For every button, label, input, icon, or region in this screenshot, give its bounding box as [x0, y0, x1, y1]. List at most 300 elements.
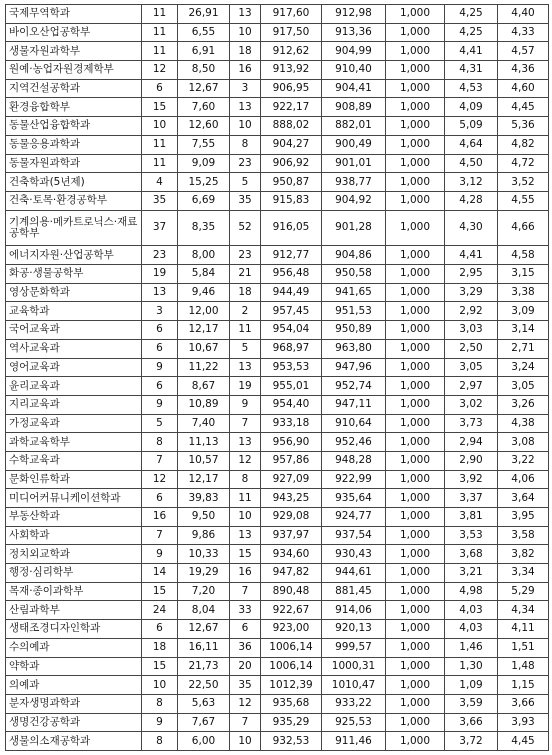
- value-cell: 917,50: [261, 23, 322, 42]
- value-cell: 16,11: [178, 638, 230, 657]
- value-cell: 8: [142, 433, 178, 452]
- value-cell: 10: [230, 23, 261, 42]
- value-cell: 938,77: [322, 173, 386, 192]
- table-row: [6, 601, 549, 620]
- table-row: [6, 339, 549, 358]
- value-cell: 1,000: [386, 5, 445, 24]
- table-row: [6, 210, 549, 246]
- value-cell: 4,31: [445, 61, 498, 80]
- value-cell: 3,05: [498, 377, 549, 396]
- value-cell: 18: [230, 283, 261, 302]
- value-cell: 922,67: [261, 601, 322, 620]
- value-cell: 6,00: [178, 732, 230, 751]
- table-row: [6, 79, 549, 98]
- value-cell: 3,22: [498, 451, 549, 470]
- value-cell: 3: [230, 79, 261, 98]
- value-cell: 6,91: [178, 42, 230, 61]
- value-cell: 1,000: [386, 601, 445, 620]
- value-cell: 7: [142, 451, 178, 470]
- value-cell: 15: [142, 657, 178, 676]
- value-cell: 3,38: [498, 283, 549, 302]
- value-cell: 3,12: [445, 173, 498, 192]
- value-cell: 35: [230, 676, 261, 695]
- value-cell: 951,53: [322, 302, 386, 321]
- value-cell: 950,58: [322, 265, 386, 284]
- value-cell: 4,25: [445, 23, 498, 42]
- value-cell: 1012,39: [261, 676, 322, 695]
- department-name-cell: 화공·생물공학부: [6, 265, 142, 284]
- department-name-cell: 동물산업융합학과: [6, 117, 142, 136]
- value-cell: 1,000: [386, 79, 445, 98]
- value-cell: 1,000: [386, 246, 445, 265]
- value-cell: 4,11: [498, 620, 549, 639]
- value-cell: 3,09: [498, 302, 549, 321]
- department-name-cell: 생명건강공학과: [6, 713, 142, 732]
- value-cell: 11: [142, 23, 178, 42]
- department-name-cell: 사회학과: [6, 526, 142, 545]
- value-cell: 950,89: [322, 321, 386, 340]
- value-cell: 3,37: [445, 489, 498, 508]
- value-cell: 12,17: [178, 470, 230, 489]
- table-row: [6, 377, 549, 396]
- department-name-cell: 부동산학과: [6, 508, 142, 527]
- value-cell: 4,33: [498, 23, 549, 42]
- value-cell: 927,09: [261, 470, 322, 489]
- value-cell: 1,000: [386, 545, 445, 564]
- value-cell: 956,90: [261, 433, 322, 452]
- value-cell: 1,000: [386, 173, 445, 192]
- value-cell: 3,73: [445, 414, 498, 433]
- value-cell: 908,89: [322, 98, 386, 117]
- value-cell: 9,50: [178, 508, 230, 527]
- table-row: [6, 23, 549, 42]
- value-cell: 11: [142, 42, 178, 61]
- value-cell: 957,86: [261, 451, 322, 470]
- value-cell: 8,35: [178, 210, 230, 246]
- value-cell: 7: [142, 526, 178, 545]
- value-cell: 1,51: [498, 638, 549, 657]
- table-row: [6, 582, 549, 601]
- table-row: [6, 414, 549, 433]
- value-cell: 929,08: [261, 508, 322, 527]
- value-cell: 3,95: [498, 508, 549, 527]
- value-cell: 915,83: [261, 191, 322, 210]
- value-cell: 912,98: [322, 5, 386, 24]
- value-cell: 16: [230, 564, 261, 583]
- value-cell: 8: [142, 694, 178, 713]
- table-row: [6, 283, 549, 302]
- value-cell: 15,25: [178, 173, 230, 192]
- value-cell: 12: [142, 61, 178, 80]
- value-cell: 11: [230, 321, 261, 340]
- value-cell: 19: [142, 265, 178, 284]
- value-cell: 6: [142, 79, 178, 98]
- value-cell: 18: [230, 42, 261, 61]
- value-cell: 954,04: [261, 321, 322, 340]
- value-cell: 1,46: [445, 638, 498, 657]
- value-cell: 7: [230, 414, 261, 433]
- table-row: [6, 302, 549, 321]
- value-cell: 1,000: [386, 339, 445, 358]
- value-cell: 3,68: [445, 545, 498, 564]
- department-name-cell: 지리교육과: [6, 395, 142, 414]
- value-cell: 3,03: [445, 321, 498, 340]
- table-row: [6, 321, 549, 340]
- value-cell: 1,000: [386, 283, 445, 302]
- department-name-cell: 국제무역학과: [6, 5, 142, 24]
- value-cell: 10,67: [178, 339, 230, 358]
- value-cell: 1,000: [386, 694, 445, 713]
- value-cell: 8: [230, 135, 261, 154]
- value-cell: 23: [230, 154, 261, 173]
- department-name-cell: 원예·농업자원경제학부: [6, 61, 142, 80]
- value-cell: 3,66: [498, 694, 549, 713]
- value-cell: 935,29: [261, 713, 322, 732]
- value-cell: 937,54: [322, 526, 386, 545]
- value-cell: 968,97: [261, 339, 322, 358]
- value-cell: 33: [230, 601, 261, 620]
- value-cell: 15: [230, 545, 261, 564]
- department-name-cell: 기계의용·메카트로닉스·재료공학부: [6, 210, 142, 246]
- value-cell: 35: [142, 191, 178, 210]
- value-cell: 1,000: [386, 117, 445, 136]
- value-cell: 3,58: [498, 526, 549, 545]
- value-cell: 2,92: [445, 302, 498, 321]
- value-cell: 19: [230, 377, 261, 396]
- department-name-cell: 행정·심리학부: [6, 564, 142, 583]
- value-cell: 950,87: [261, 173, 322, 192]
- value-cell: 904,86: [322, 246, 386, 265]
- value-cell: 1,000: [386, 732, 445, 751]
- value-cell: 8,50: [178, 61, 230, 80]
- value-cell: 7,20: [178, 582, 230, 601]
- value-cell: 922,99: [322, 470, 386, 489]
- value-cell: 1,000: [386, 191, 445, 210]
- value-cell: 8: [142, 732, 178, 751]
- value-cell: 6,55: [178, 23, 230, 42]
- table-row: [6, 395, 549, 414]
- value-cell: 3,21: [445, 564, 498, 583]
- value-cell: 3,52: [498, 173, 549, 192]
- value-cell: 13: [230, 433, 261, 452]
- value-cell: 5,84: [178, 265, 230, 284]
- value-cell: 11: [142, 154, 178, 173]
- value-cell: 924,77: [322, 508, 386, 527]
- value-cell: 12,17: [178, 321, 230, 340]
- value-cell: 3,64: [498, 489, 549, 508]
- value-cell: 1,000: [386, 676, 445, 695]
- value-cell: 19,29: [178, 564, 230, 583]
- table-row: [6, 508, 549, 527]
- value-cell: 4,09: [445, 98, 498, 117]
- value-cell: 3,93: [498, 713, 549, 732]
- table-row: [6, 265, 549, 284]
- value-cell: 4,66: [498, 210, 549, 246]
- value-cell: 944,61: [322, 564, 386, 583]
- value-cell: 917,60: [261, 5, 322, 24]
- value-cell: 9,46: [178, 283, 230, 302]
- value-cell: 1,000: [386, 42, 445, 61]
- value-cell: 1,15: [498, 676, 549, 695]
- value-cell: 904,41: [322, 79, 386, 98]
- value-cell: 12,00: [178, 302, 230, 321]
- value-cell: 13: [142, 283, 178, 302]
- value-cell: 4,03: [445, 601, 498, 620]
- value-cell: 941,65: [322, 283, 386, 302]
- value-cell: 9: [230, 395, 261, 414]
- department-name-cell: 지역건설공학과: [6, 79, 142, 98]
- value-cell: 9,86: [178, 526, 230, 545]
- value-cell: 36: [230, 638, 261, 657]
- value-cell: 904,99: [322, 42, 386, 61]
- department-name-cell: 분자생명과학과: [6, 694, 142, 713]
- value-cell: 2,94: [445, 433, 498, 452]
- value-cell: 934,60: [261, 545, 322, 564]
- value-cell: 12,67: [178, 620, 230, 639]
- value-cell: 2,50: [445, 339, 498, 358]
- value-cell: 963,80: [322, 339, 386, 358]
- value-cell: 39,83: [178, 489, 230, 508]
- value-cell: 1006,14: [261, 657, 322, 676]
- value-cell: 15: [142, 582, 178, 601]
- value-cell: 12: [142, 470, 178, 489]
- value-cell: 7,55: [178, 135, 230, 154]
- department-name-cell: 영어교육과: [6, 358, 142, 377]
- value-cell: 13: [230, 526, 261, 545]
- department-name-cell: 건축학과(5년제): [6, 173, 142, 192]
- value-cell: 4,45: [498, 732, 549, 751]
- department-name-cell: 수의예과: [6, 638, 142, 657]
- department-name-cell: 교육학과: [6, 302, 142, 321]
- value-cell: 5: [142, 414, 178, 433]
- value-cell: 6: [142, 321, 178, 340]
- value-cell: 4,30: [445, 210, 498, 246]
- value-cell: 4,60: [498, 79, 549, 98]
- value-cell: 26,91: [178, 5, 230, 24]
- value-cell: 4,38: [498, 414, 549, 433]
- value-cell: 910,40: [322, 61, 386, 80]
- value-cell: 10,89: [178, 395, 230, 414]
- value-cell: 15: [142, 98, 178, 117]
- table-row: [6, 564, 549, 583]
- value-cell: 23: [230, 246, 261, 265]
- value-cell: 1,000: [386, 713, 445, 732]
- value-cell: 9: [142, 358, 178, 377]
- value-cell: 8,67: [178, 377, 230, 396]
- value-cell: 1,000: [386, 154, 445, 173]
- table-row: [6, 5, 549, 24]
- value-cell: 882,01: [322, 117, 386, 136]
- value-cell: 1,000: [386, 321, 445, 340]
- value-cell: 4,58: [498, 246, 549, 265]
- value-cell: 13: [230, 358, 261, 377]
- value-cell: 904,27: [261, 135, 322, 154]
- department-name-cell: 생물의소재공학과: [6, 732, 142, 751]
- value-cell: 948,28: [322, 451, 386, 470]
- value-cell: 11: [230, 489, 261, 508]
- value-cell: 1,000: [386, 564, 445, 583]
- value-cell: 7,40: [178, 414, 230, 433]
- value-cell: 10: [230, 508, 261, 527]
- value-cell: 6: [142, 377, 178, 396]
- table-row: [6, 61, 549, 80]
- department-name-cell: 동물자원과학과: [6, 154, 142, 173]
- admission-results-table: [5, 4, 549, 751]
- value-cell: 1,000: [386, 23, 445, 42]
- department-name-cell: 생물자원과학부: [6, 42, 142, 61]
- value-cell: 6: [142, 339, 178, 358]
- value-cell: 1,000: [386, 508, 445, 527]
- value-cell: 2: [230, 302, 261, 321]
- table-row: [6, 154, 549, 173]
- value-cell: 904,92: [322, 191, 386, 210]
- value-cell: 12,67: [178, 79, 230, 98]
- table-row: [6, 620, 549, 639]
- department-name-cell: 문화인류학과: [6, 470, 142, 489]
- value-cell: 22,50: [178, 676, 230, 695]
- value-cell: 2,95: [445, 265, 498, 284]
- table-body: [6, 5, 549, 751]
- value-cell: 4,57: [498, 42, 549, 61]
- value-cell: 6,69: [178, 191, 230, 210]
- value-cell: 947,82: [261, 564, 322, 583]
- value-cell: 4,50: [445, 154, 498, 173]
- value-cell: 21: [230, 265, 261, 284]
- value-cell: 2,90: [445, 451, 498, 470]
- value-cell: 4: [142, 173, 178, 192]
- value-cell: 6: [142, 620, 178, 639]
- department-name-cell: 목재·종이과학부: [6, 582, 142, 601]
- value-cell: 901,01: [322, 154, 386, 173]
- value-cell: 8: [230, 470, 261, 489]
- value-cell: 912,62: [261, 42, 322, 61]
- value-cell: 933,18: [261, 414, 322, 433]
- value-cell: 8,04: [178, 601, 230, 620]
- value-cell: 1,09: [445, 676, 498, 695]
- department-name-cell: 가정교육과: [6, 414, 142, 433]
- value-cell: 944,49: [261, 283, 322, 302]
- value-cell: 16: [142, 508, 178, 527]
- value-cell: 1,000: [386, 395, 445, 414]
- value-cell: 911,46: [322, 732, 386, 751]
- value-cell: 956,48: [261, 265, 322, 284]
- value-cell: 9,09: [178, 154, 230, 173]
- value-cell: 920,13: [322, 620, 386, 639]
- value-cell: 955,01: [261, 377, 322, 396]
- value-cell: 3,15: [498, 265, 549, 284]
- department-name-cell: 역사교육과: [6, 339, 142, 358]
- value-cell: 4,40: [498, 5, 549, 24]
- value-cell: 4,06: [498, 470, 549, 489]
- value-cell: 5: [230, 339, 261, 358]
- table-row: [6, 489, 549, 508]
- table-row: [6, 191, 549, 210]
- table-row: [6, 713, 549, 732]
- value-cell: 5,63: [178, 694, 230, 713]
- value-cell: 4,41: [445, 246, 498, 265]
- table-row: [6, 676, 549, 695]
- value-cell: 1,30: [445, 657, 498, 676]
- value-cell: 3,26: [498, 395, 549, 414]
- value-cell: 1006,14: [261, 638, 322, 657]
- value-cell: 9: [142, 395, 178, 414]
- value-cell: 1,000: [386, 526, 445, 545]
- value-cell: 3,29: [445, 283, 498, 302]
- value-cell: 1,000: [386, 433, 445, 452]
- department-name-cell: 산림과학부: [6, 601, 142, 620]
- department-name-cell: 건축·토목·환경공학부: [6, 191, 142, 210]
- value-cell: 10: [230, 732, 261, 751]
- value-cell: 3,72: [445, 732, 498, 751]
- value-cell: 1,000: [386, 61, 445, 80]
- value-cell: 10: [142, 117, 178, 136]
- value-cell: 5,29: [498, 582, 549, 601]
- value-cell: 3,82: [498, 545, 549, 564]
- value-cell: 18: [142, 638, 178, 657]
- value-cell: 3,81: [445, 508, 498, 527]
- value-cell: 913,92: [261, 61, 322, 80]
- department-name-cell: 미디어커뮤니케이션학과: [6, 489, 142, 508]
- value-cell: 3,05: [445, 358, 498, 377]
- value-cell: 952,46: [322, 433, 386, 452]
- table-row: [6, 732, 549, 751]
- value-cell: 11,13: [178, 433, 230, 452]
- value-cell: 3,08: [498, 433, 549, 452]
- value-cell: 9: [142, 545, 178, 564]
- value-cell: 12: [230, 451, 261, 470]
- department-name-cell: 정치외교학과: [6, 545, 142, 564]
- value-cell: 913,36: [322, 23, 386, 42]
- table-row: [6, 433, 549, 452]
- value-cell: 12,60: [178, 117, 230, 136]
- department-name-cell: 영상문화학과: [6, 283, 142, 302]
- value-cell: 4,34: [498, 601, 549, 620]
- department-name-cell: 수학교육과: [6, 451, 142, 470]
- department-name-cell: 의예과: [6, 676, 142, 695]
- value-cell: 35: [230, 191, 261, 210]
- value-cell: 21,73: [178, 657, 230, 676]
- value-cell: 10: [142, 676, 178, 695]
- value-cell: 13: [230, 98, 261, 117]
- value-cell: 922,17: [261, 98, 322, 117]
- department-name-cell: 바이오산업공학부: [6, 23, 142, 42]
- value-cell: 4,41: [445, 42, 498, 61]
- value-cell: 3,24: [498, 358, 549, 377]
- value-cell: 4,64: [445, 135, 498, 154]
- department-name-cell: 약학과: [6, 657, 142, 676]
- value-cell: 10,57: [178, 451, 230, 470]
- table-row: [6, 98, 549, 117]
- value-cell: 4,55: [498, 191, 549, 210]
- value-cell: 1,000: [386, 470, 445, 489]
- value-cell: 4,36: [498, 61, 549, 80]
- value-cell: 1,000: [386, 98, 445, 117]
- value-cell: 7: [230, 713, 261, 732]
- department-name-cell: 동물응용과학과: [6, 135, 142, 154]
- table-row: [6, 638, 549, 657]
- value-cell: 957,45: [261, 302, 322, 321]
- value-cell: 7,67: [178, 713, 230, 732]
- value-cell: 11: [142, 5, 178, 24]
- value-cell: 3,66: [445, 713, 498, 732]
- value-cell: 1,48: [498, 657, 549, 676]
- value-cell: 4,03: [445, 620, 498, 639]
- department-name-cell: 생태조경디자인학과: [6, 620, 142, 639]
- value-cell: 933,22: [322, 694, 386, 713]
- value-cell: 20: [230, 657, 261, 676]
- department-name-cell: 과학교육학부: [6, 433, 142, 452]
- value-cell: 37: [142, 210, 178, 246]
